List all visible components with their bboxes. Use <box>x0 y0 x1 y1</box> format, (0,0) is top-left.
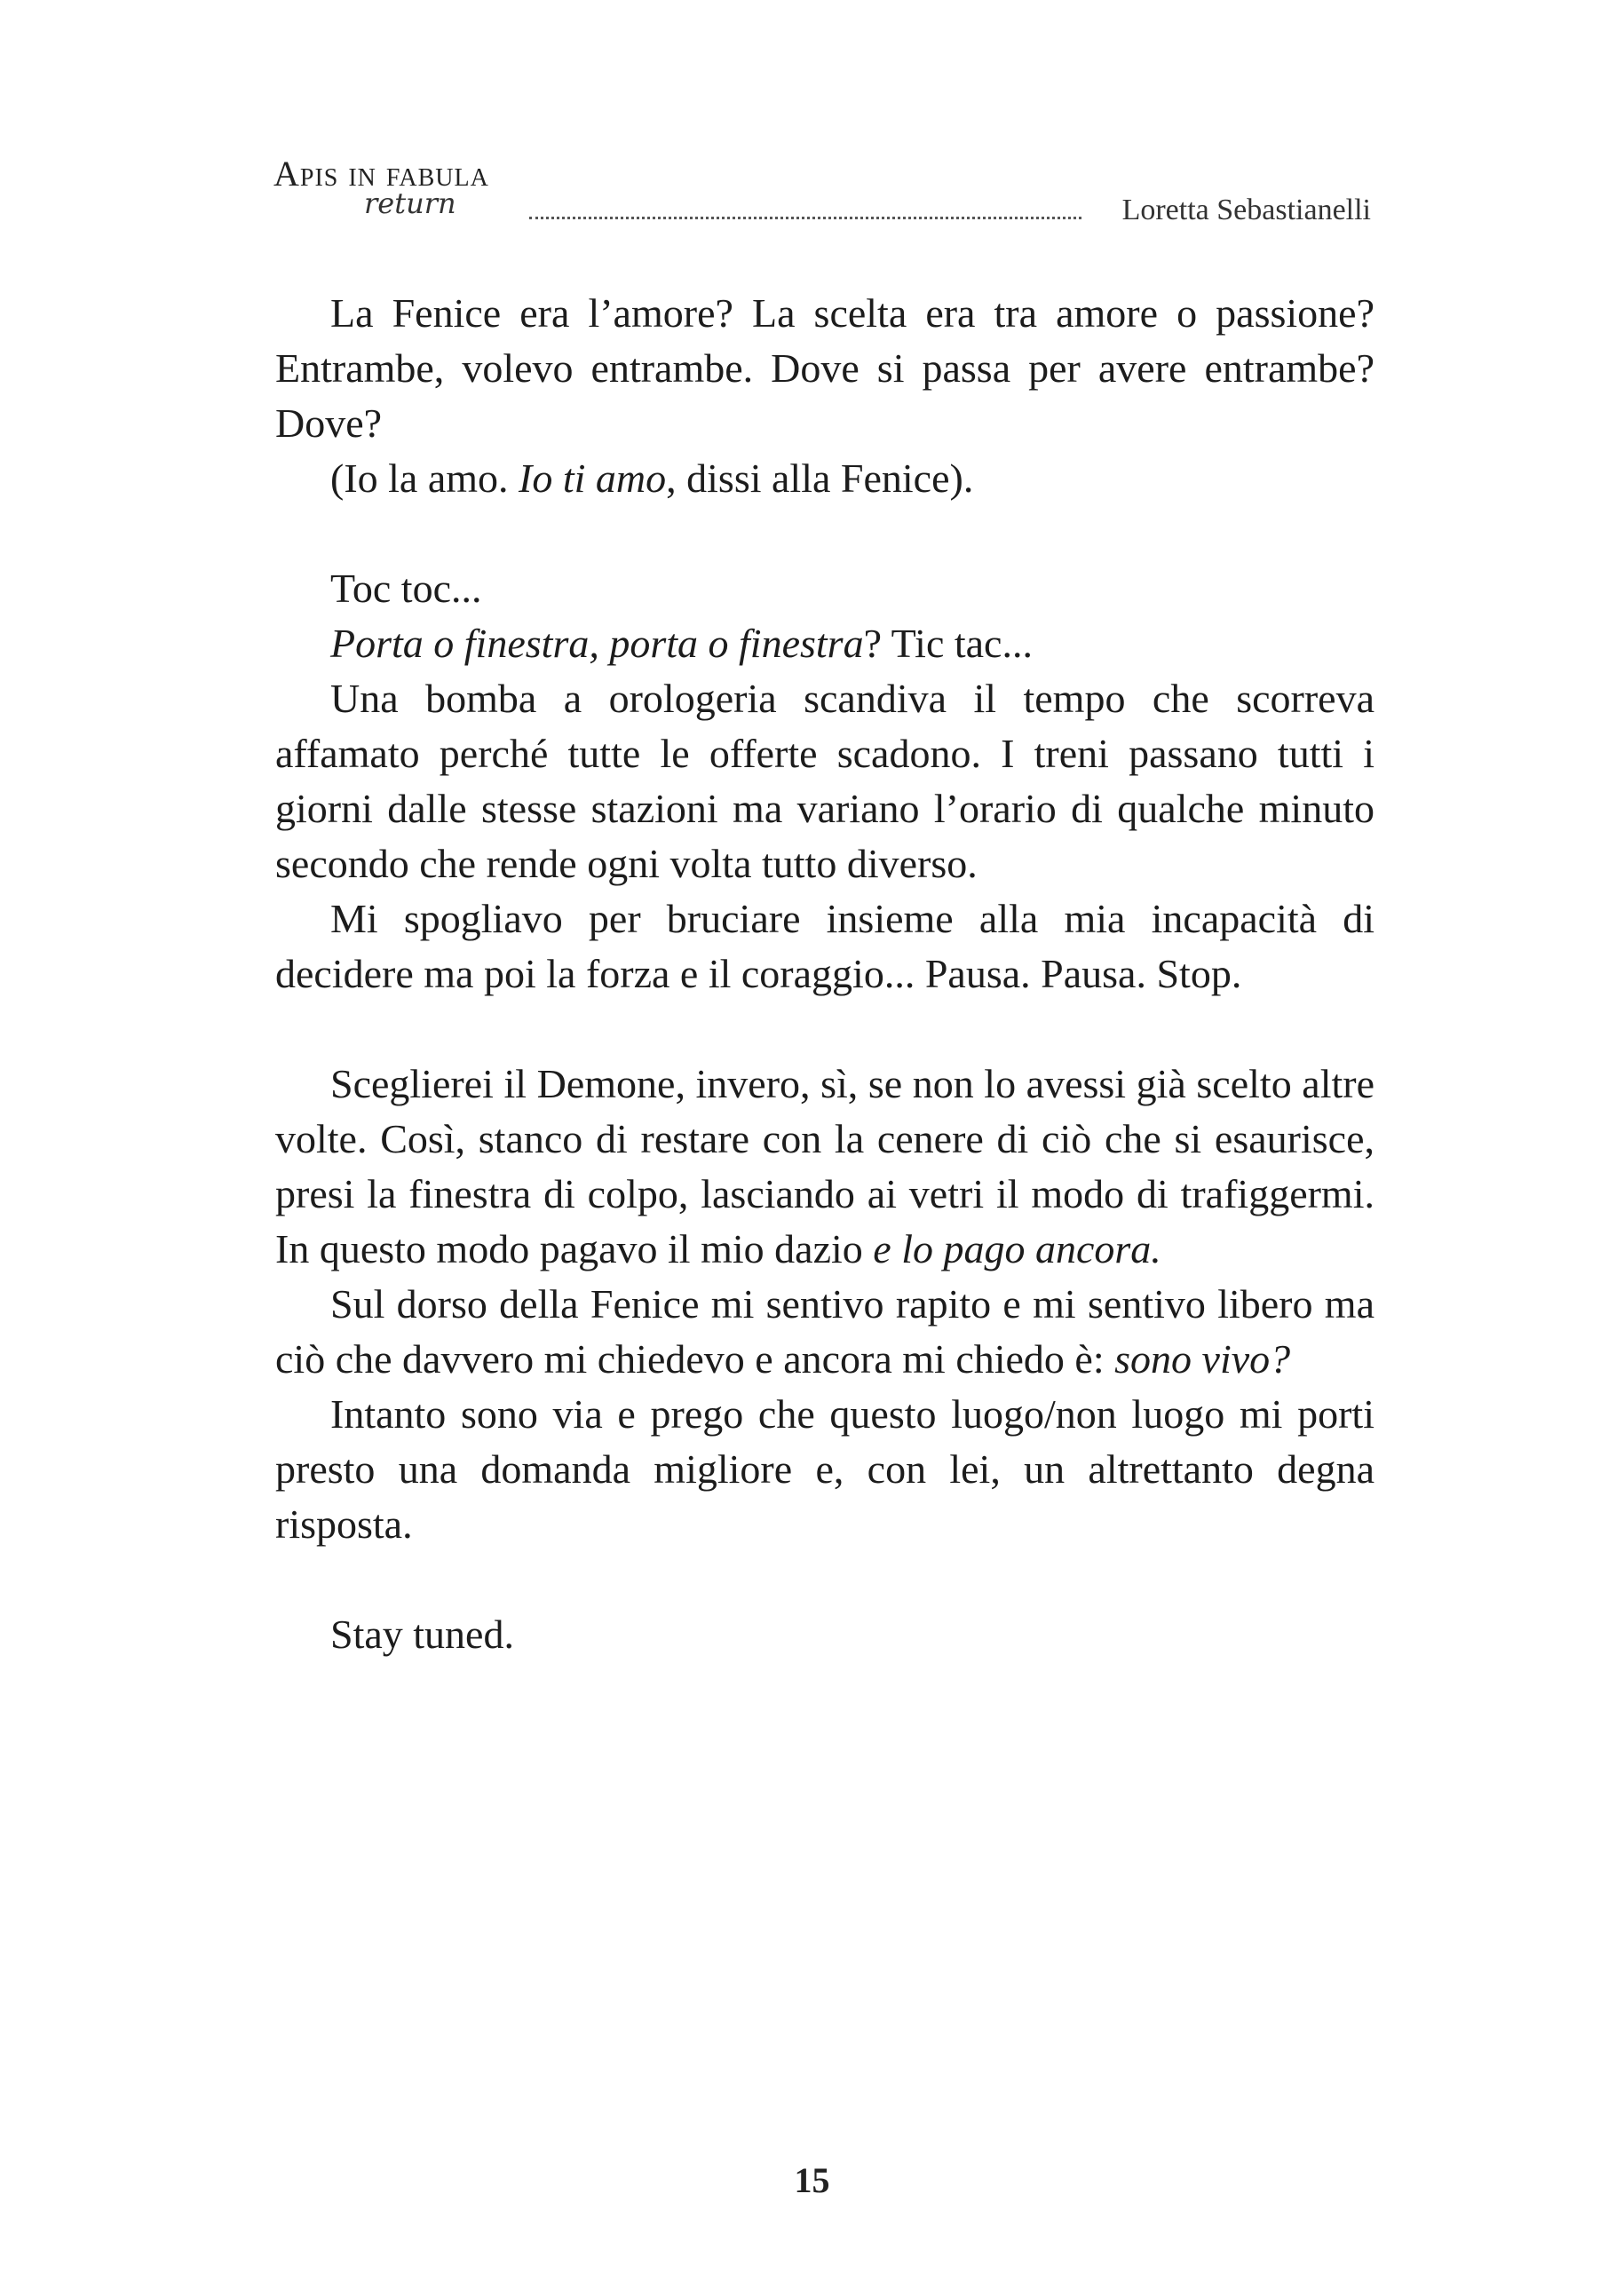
paragraph-text: Mi spogliavo per bruciare insieme alla mia incapacità di decidere ma poi la forza e il coraggio... Pausa. Pausa. Stop. <box>275 896 1374 996</box>
body-text <box>275 286 1374 1662</box>
paragraph-gap <box>275 1002 1374 1057</box>
logo-title: Apis in fabula <box>273 154 489 194</box>
paragraph-6 <box>275 891 1374 1002</box>
paragraph-text: Sul dorso della Fenice mi sentivo rapito e mi sentivo libero ma ciò che davvero mi chiedevo e ancora mi chiedo è: <box>275 1281 1374 1382</box>
running-header <box>273 153 1371 233</box>
paragraph-text: , dissi alla Fenice). <box>666 455 974 501</box>
paragraph-3 <box>275 561 1374 616</box>
paragraph-2 <box>275 451 1374 506</box>
paragraph-9 <box>275 1387 1374 1552</box>
italic-text: Io ti amo <box>519 455 667 501</box>
header-dotted-leader <box>529 217 1081 219</box>
paragraph-text: Stay tuned. <box>330 1612 514 1657</box>
paragraph-gap <box>275 506 1374 561</box>
paragraph-5 <box>275 671 1374 891</box>
paragraph-text: Una bomba a orologeria scandiva il tempo che scorreva affamato perché tutte le offerte scadono. I treni passano tutti i giorni dalle stesse stazioni ma variano l’orario di qualche minuto secondo che rende ogni volta tutto diverso. <box>275 676 1374 886</box>
paragraph-text: ? Tic tac... <box>863 621 1033 666</box>
paragraph-text: Intanto sono via e prego che questo luogo/non luogo mi porti presto una domanda migliore e, con lei, un altrettanto degna risposta. <box>275 1391 1374 1547</box>
page-number: 15 <box>794 2160 830 2200</box>
paragraph-gap <box>275 1552 1374 1607</box>
italic-text: Porta o finestra, porta o finestra <box>330 621 864 666</box>
paragraph-text: Sceglierei il Demone, invero, sì, se non lo avessi già scelto altre volte. Così, stanco di restare con la cenere di ciò che si esaurisce, presi la finestra di colpo, lasciando ai vetri il modo di trafiggermi. In questo modo pagavo il mio dazio <box>275 1061 1374 1271</box>
paragraph-7 <box>275 1057 1374 1277</box>
paragraph-10 <box>275 1607 1374 1662</box>
logo-subtitle: return <box>364 186 456 220</box>
paragraph-4 <box>275 616 1374 671</box>
italic-text: e lo pago ancora. <box>873 1226 1161 1271</box>
paragraph-8 <box>275 1277 1374 1387</box>
paragraph-1 <box>275 286 1374 451</box>
paragraph-text: (Io la amo. <box>330 455 519 501</box>
series-logo <box>273 153 531 233</box>
paragraph-text: Toc toc... <box>330 566 482 611</box>
italic-text: sono vivo? <box>1114 1336 1291 1382</box>
paragraph-text: La Fenice era l’amore? La scelta era tra amore o passione? Entrambe, volevo entrambe. Dove si passa per avere entrambe? Dove? <box>275 290 1374 446</box>
author-name: Loretta Sebastianelli <box>1121 194 1371 226</box>
